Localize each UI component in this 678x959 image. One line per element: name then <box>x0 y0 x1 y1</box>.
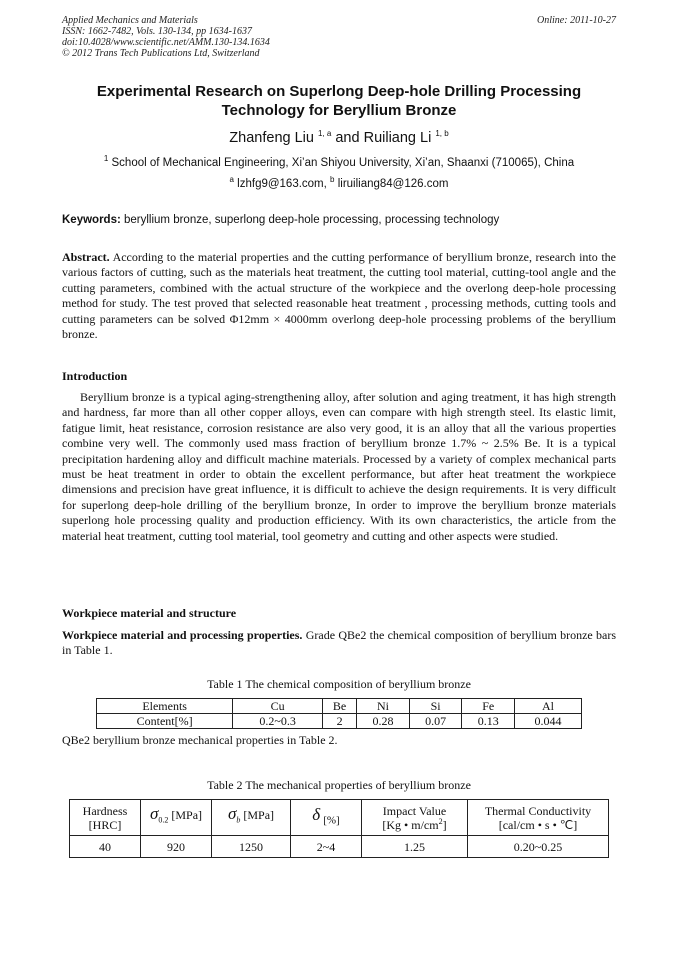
email-a-marker: a <box>229 175 234 185</box>
thermal-label: Thermal Conductivity <box>484 803 592 818</box>
author-1: Zhanfeng Liu <box>229 130 314 146</box>
table1-header-cell: Elements <box>97 699 233 714</box>
delta-unit: [%] <box>323 814 340 827</box>
table1-value-cell: 0.28 <box>357 714 410 729</box>
table2-header-impact <box>362 800 468 836</box>
email-b[interactable]: liruiliang84@126.com <box>337 178 449 190</box>
table2-header-thermal <box>468 800 609 836</box>
table1-header-cell: Ni <box>357 699 410 714</box>
table1-header-cell: Al <box>515 699 582 714</box>
table1-value-cell: 0.044 <box>515 714 582 729</box>
affiliation <box>62 154 616 169</box>
table2 <box>69 799 609 858</box>
paper-title <box>62 82 616 120</box>
table2-header-row <box>70 800 609 836</box>
table2-value-cell: 2~4 <box>291 836 362 858</box>
table1-header-cell: Cu <box>233 699 323 714</box>
table1-header-cell: Be <box>322 699 356 714</box>
table1-value-cell: 0.2~0.3 <box>233 714 323 729</box>
impact-unit-text: [Kg • m/cm <box>382 817 439 832</box>
journal-name: Applied Mechanics and Materials <box>62 15 198 26</box>
table2-header-hardness <box>70 800 141 836</box>
table1-value-cell: 0.07 <box>409 714 462 729</box>
issn: ISSN: 1662-7482, Vols. 130-134, pp 1634-1637 <box>62 26 252 37</box>
table1 <box>96 698 582 729</box>
delta-symbol: δ <box>312 804 321 824</box>
workpiece-text: Grade QBe2 the chemical composition of beryllium bronze bars in Table 1. <box>62 628 617 658</box>
abstract-text: According to the material properties and the cutting performance of beryllium bronze, research into the various factors of cutting, such as the materials heat treatment, the cutting tool material, cutting-tool angle and the cutting parameters, combined with the actual structure of the workpiece and the overlong deep-hole processing method for study. The test proved that selected reasonable heat treatment , processing methods, cutting tools and cutting parameters can be solved Φ12mm × 4000mm overlong deep-hole processing problems of the beryllium bronze. <box>62 250 616 342</box>
table1-value-cell: Content[%] <box>97 714 233 729</box>
keywords <box>62 214 616 226</box>
table2-header-sigma02 <box>141 800 212 836</box>
table1-header-cell: Fe <box>462 699 515 714</box>
journal-header <box>62 15 616 59</box>
intro-heading: Introduction <box>62 369 128 383</box>
table2-intro-text: QBe2 beryllium bronze mechanical properties in Table 2. <box>62 733 338 747</box>
author-2: Ruiliang Li <box>363 130 432 146</box>
hardness-unit: [HRC] <box>88 817 122 832</box>
thermal-unit: [cal/cm • s • ℃] <box>498 817 578 832</box>
email-a[interactable]: lzhfg9@163.com, <box>237 178 327 190</box>
hardness-label: Hardness <box>82 803 128 818</box>
table2-value-cell: 40 <box>70 836 141 858</box>
sigmab-unit: [MPa] <box>243 808 275 823</box>
table2-header-delta <box>291 800 362 836</box>
email-b-marker: b <box>330 175 335 185</box>
author-2-affil: 1, b <box>435 129 449 139</box>
table2-header-sigmab <box>212 800 291 836</box>
table1-value-cell: 2 <box>322 714 356 729</box>
workpiece-heading: Workpiece material and structure <box>62 606 237 620</box>
table1-header-cell: Si <box>409 699 462 714</box>
sigma02-unit: [MPa] <box>171 808 203 823</box>
sigma02-subscript: 0.2 <box>158 815 169 825</box>
sigma-symbol: σ <box>227 804 237 824</box>
impact-unit <box>362 818 467 832</box>
table1-caption: Table 1 The chemical composition of beryllium bronze <box>207 677 471 691</box>
sigmab-subscript: b <box>236 815 241 825</box>
impact-label: Impact Value <box>382 803 447 818</box>
table2-caption: Table 2 The mechanical properties of beryllium bronze <box>207 778 471 792</box>
table2-value-row <box>70 836 609 858</box>
affiliation-marker: 1 <box>103 154 109 164</box>
keywords-label: Keywords: <box>62 214 121 226</box>
copyright: © 2012 Trans Tech Publications Ltd, Switzerland <box>62 48 260 59</box>
table2-value-cell: 1250 <box>212 836 291 858</box>
abstract <box>62 250 616 342</box>
affiliation-text: School of Mechanical Engineering, Xi’an Shiyou University, Xi’an, Shaanxi (710065), China <box>111 157 575 169</box>
authors <box>62 130 616 146</box>
intro-text: Beryllium bronze is a typical aging-strengthening alloy, after solution and aging treatment, it has high strength and hardness, far more than all other copper alloys, even can compare with high strength steel. Its elastic limit, fatigue limit, heat resistance, corrosion resistance are also very good, it is an alloy that all the various properties combine very well. The commonly used mass fraction of beryllium bronze 1.7% ~ 2.5% Be. It is a typical precipitation hardening alloy and difficult machine materials. Processed by a variety of complex mechanical parts must be heat treatment in order to obtain the excellent performance, but after heat treatment the workpiece dimensions and precision have great influence, it is difficult to achieve the design requirements. It is very difficult for superlong deep-hole drilling of the beryllium bronze, In order to improve the beryllium bronze materials superlong hole processing quality and production efficiency. With its own characteristics, the article from the material heat treatment, cutting tool material, tool geometry and cutting and other aspects were studied. <box>62 390 616 543</box>
online-date: Online: 2011-10-27 <box>537 15 616 26</box>
table2-value-cell: 0.20~0.25 <box>468 836 609 858</box>
table2-value-cell: 1.25 <box>362 836 468 858</box>
workpiece-sublabel: Workpiece material and processing properties. <box>62 628 303 642</box>
emails <box>62 175 616 190</box>
table1-value-row <box>97 714 582 729</box>
title-line-1: Experimental Research on Superlong Deep-hole Drilling Processing <box>96 83 582 100</box>
keywords-text: beryllium bronze, superlong deep-hole processing, processing technology <box>124 214 500 226</box>
doi: doi:10.4028/www.scientific.net/AMM.130-134.1634 <box>62 37 270 48</box>
title-line-2: Technology for Beryllium Bronze <box>221 102 457 119</box>
impact-unit-exponent: 2 <box>438 816 443 826</box>
author-and: and <box>335 130 360 146</box>
table1-header-row <box>97 699 582 714</box>
author-1-affil: 1, a <box>317 129 332 139</box>
sigma-symbol: σ <box>149 804 159 824</box>
table1-value-cell: 0.13 <box>462 714 515 729</box>
table2-value-cell: 920 <box>141 836 212 858</box>
abstract-label: Abstract. <box>62 250 110 264</box>
impact-unit-close: ] <box>442 817 447 832</box>
workpiece-paragraph <box>62 628 616 659</box>
